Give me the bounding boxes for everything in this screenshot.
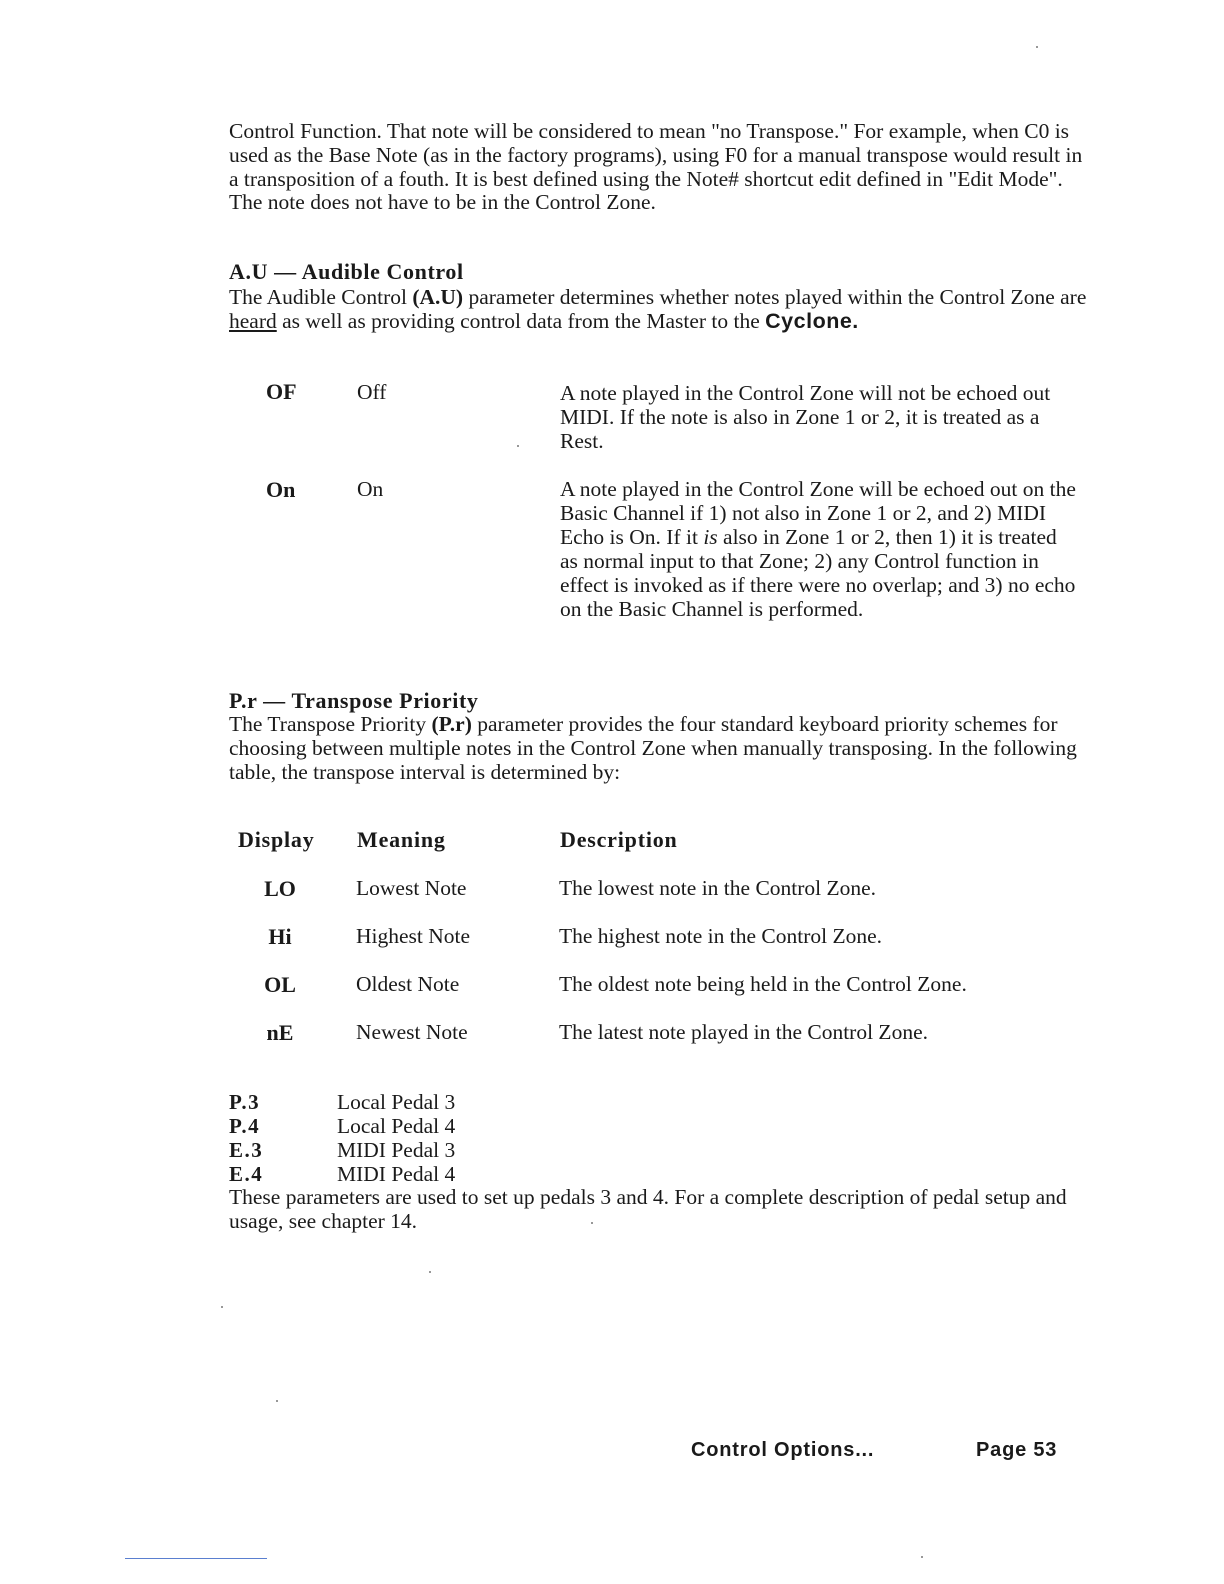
option-name: Off xyxy=(357,380,387,404)
option-description: A note played in the Control Zone will not be echoed out MIDI. If the note is also in Zone 1 or 2, it is treated as a Rest. xyxy=(560,381,1051,453)
table-cell-description: The latest note played in the Control Zone. xyxy=(559,1020,928,1044)
audible-control-paragraph: The Audible Control (A.U) parameter determines whether notes played within the Control Zone are heard as well as providing control data from the Master to the Cyclone. xyxy=(229,285,1087,333)
footer-page-number: Page 53 xyxy=(976,1439,1058,1461)
table-row xyxy=(0,876,1224,906)
scan-speck xyxy=(221,1306,223,1308)
pedal-paragraph: These parameters are used to set up pedals 3 and 4. For a complete description of pedal setup and usage, see chapter 14. xyxy=(229,1185,1067,1233)
table-cell-code: Hi xyxy=(268,924,292,949)
option-name: On xyxy=(357,477,384,501)
option-code: On xyxy=(266,477,296,502)
scan-speck xyxy=(429,1271,431,1273)
table-cell-meaning: Lowest Note xyxy=(356,876,467,900)
scan-speck xyxy=(591,1222,593,1224)
table-cell-code: LO xyxy=(264,876,296,901)
option-code: OF xyxy=(266,379,297,404)
pedal-name: MIDI Pedal 4 xyxy=(337,1162,456,1186)
table-cell-meaning: Highest Note xyxy=(356,924,471,948)
scan-speck xyxy=(921,1556,923,1558)
scan-artifact-line xyxy=(125,1558,267,1559)
pedal-code: P.4 xyxy=(229,1114,261,1138)
intro-paragraph: Control Function. That note will be considered to mean "no Transpose." For example, when C0 is used as the Base Note (as in the factory programs), using F0 for a manual transpose would result in a transposition of a fouth. It is best defined using the Note# shortcut edit defined in "Edit Mode". The note does not have to be in the Control Zone. xyxy=(229,119,1083,215)
table-cell-meaning: Newest Note xyxy=(356,1020,468,1044)
table-cell-code: OL xyxy=(264,972,296,997)
table-cell-description: The lowest note in the Control Zone. xyxy=(559,876,877,900)
pedal-name: MIDI Pedal 3 xyxy=(337,1138,456,1162)
scan-speck xyxy=(1036,46,1038,48)
transpose-priority-paragraph: The Transpose Priority (P.r) parameter provides the four standard keyboard priority schemes for choosing between multiple notes in the Control Zone when manually transposing. In the following table, the transpose interval is determined by: xyxy=(229,712,1077,784)
table-row xyxy=(0,972,1224,1002)
footer-section-title: Control Options... xyxy=(691,1439,875,1461)
product-name: Cyclone. xyxy=(765,308,859,333)
table-cell-code: nE xyxy=(266,1020,294,1045)
pedal-name: Local Pedal 3 xyxy=(337,1090,456,1114)
table-cell-description: The highest note in the Control Zone. xyxy=(559,924,883,948)
table-cell-description: The oldest note being held in the Control Zone. xyxy=(559,972,967,996)
audible-control-heading: A.U — Audible Control xyxy=(229,259,464,284)
pedal-code: P.3 xyxy=(229,1090,261,1114)
pedal-name: Local Pedal 4 xyxy=(337,1114,456,1138)
transpose-priority-heading: P.r — Transpose Priority xyxy=(229,688,479,713)
scan-speck xyxy=(276,1400,278,1402)
table-header-meaning: Meaning xyxy=(357,827,446,852)
pedal-code: E.4 xyxy=(229,1162,264,1186)
pedal-code: E.3 xyxy=(229,1138,264,1162)
table-row xyxy=(0,1020,1224,1050)
scan-speck xyxy=(517,445,519,447)
table-row xyxy=(0,924,1224,954)
option-description: A note played in the Control Zone will be echoed out on the Basic Channel if 1) not also in Zone 1 or 2, and 2) MIDI Echo is On. If it is also in Zone 1 or 2, then 1) it is treated as normal input to that Zone; 2) any Control function in effect is invoked as if there were no overlap; and 3) no echo on the Basic Channel is performed. xyxy=(560,477,1076,621)
table-cell-meaning: Oldest Note xyxy=(356,972,460,996)
table-header-display: Display xyxy=(238,827,315,852)
table-header-description: Description xyxy=(560,827,678,852)
